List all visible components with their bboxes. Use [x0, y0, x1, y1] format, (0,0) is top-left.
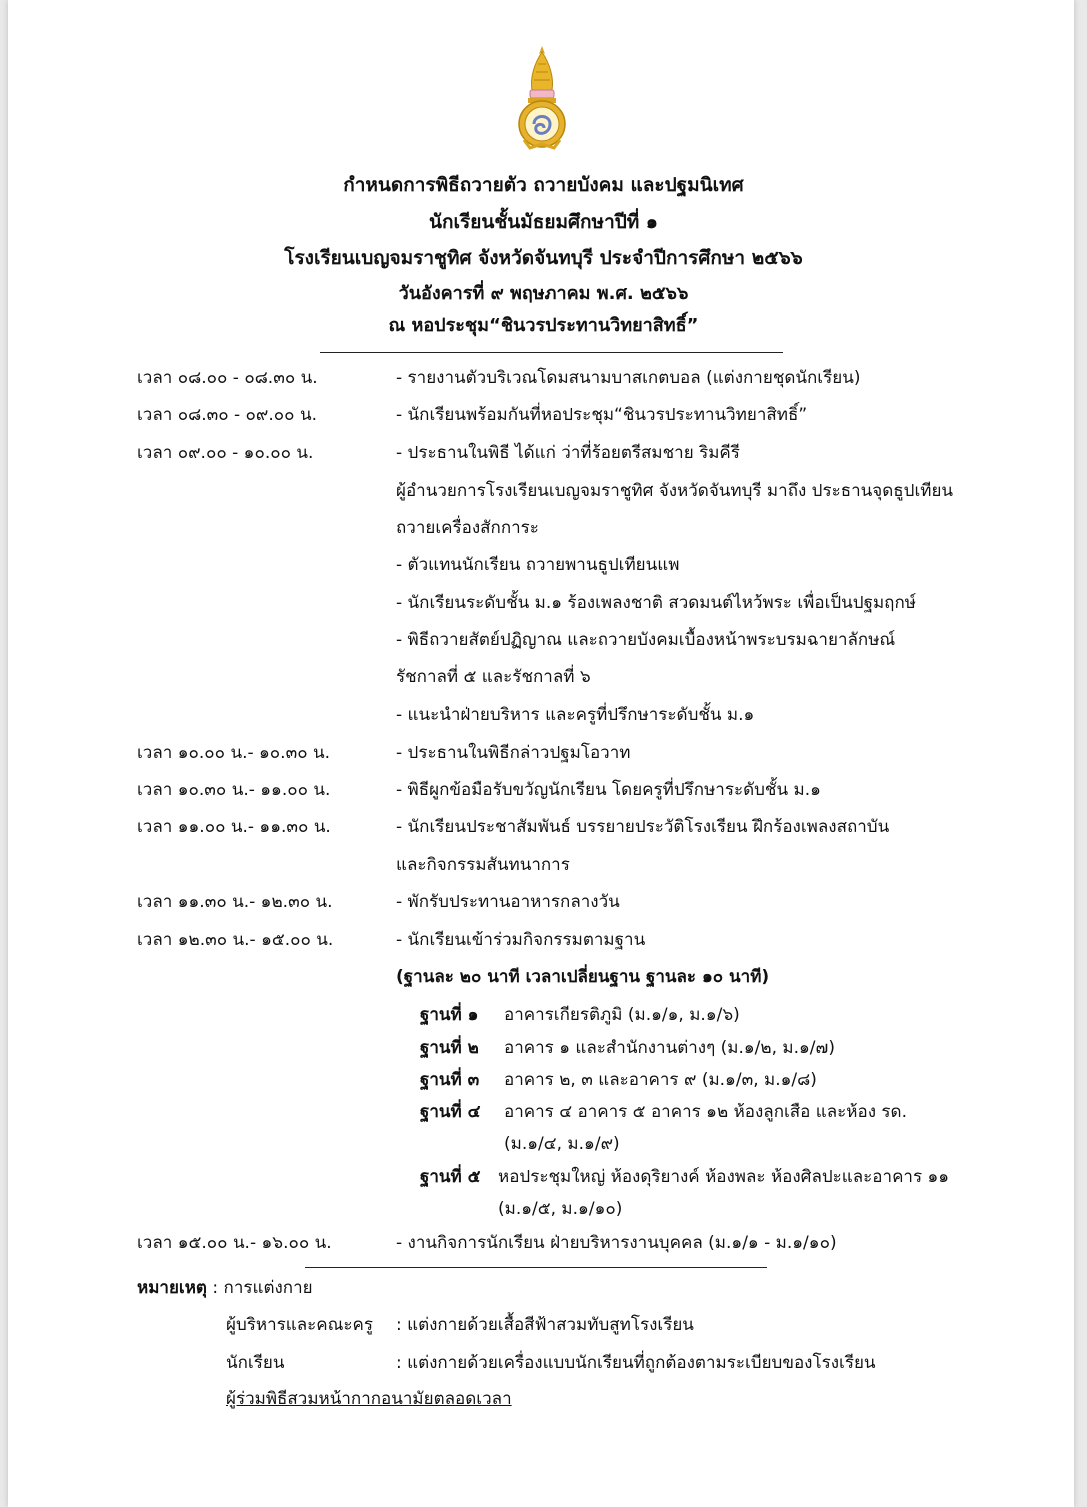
schedule-item: และกิจกรรมสันทนาการ — [396, 855, 570, 875]
note-heading — [137, 1276, 313, 1300]
schedule-item: ถวายเครื่องสักการะ — [396, 518, 539, 538]
schedule-item: - แนะนำฝ่ายบริหาร และครูที่ปรึกษาระดับชั้น ม.๑ — [396, 705, 755, 725]
schedule-item: - ประธานในพิธี ได้แก่ ว่าที่ร้อยตรีสมชาย ริมคีรี — [396, 443, 740, 463]
schedule-item: - รายงานตัวบริเวณโดมสนามบาสเกตบอล (แต่งกายชุดนักเรียน) — [396, 368, 861, 388]
station-label: ฐานที่ ๑ — [420, 1005, 479, 1025]
school-emblem — [512, 44, 572, 154]
schedule-item: รัชกาลที่ ๕ และรัชกาลที่ ๖ — [396, 667, 591, 687]
schedule-item: - นักเรียนเข้าร่วมกิจกรรมตามฐาน — [396, 930, 646, 950]
schedule-item: - ประธานในพิธีกล่าวปฐมโอวาท — [396, 743, 631, 763]
station-label: ฐานที่ ๕ — [420, 1167, 481, 1187]
dress-role-staff: ผู้บริหารและคณะครู — [226, 1315, 374, 1335]
header-divider — [320, 352, 783, 353]
schedule-item: - พิธีถวายสัตย์ปฏิญาณ และถวายบังคมเบื้องหน้าพระบรมฉายาลักษณ์ — [396, 630, 896, 650]
footer-divider — [305, 1267, 767, 1268]
schedule-item: - นักเรียนประชาสัมพันธ์ บรรยายประวัติโรงเรียน ฝึกร้องเพลงสถาบัน — [396, 817, 890, 837]
station-text: อาคาร ๒, ๓ และอาคาร ๙ (ม.๑/๓, ม.๑/๘) — [504, 1070, 817, 1090]
schedule-time: เวลา ๑๒.๓๐ น.- ๑๕.๐๐ น. — [137, 930, 334, 950]
station-text: (ม.๑/๔, ม.๑/๙) — [504, 1134, 620, 1154]
title-line-1: กำหนดการพิธีถวายตัว ถวายบังคม และปฐมนิเทศ — [343, 174, 744, 196]
schedule-time: เวลา ๑๑.๓๐ น.- ๑๒.๓๐ น. — [137, 892, 333, 912]
schedule-time: เวลา ๐๙.๐๐ - ๑๐.๐๐ น. — [137, 443, 314, 463]
dress-role-student: นักเรียน — [226, 1353, 285, 1373]
mask-note: ผู้ร่วมพิธีสวมหน้ากากอนามัยตลอดเวลา — [226, 1389, 512, 1409]
station-text: (ม.๑/๕, ม.๑/๑๐) — [498, 1199, 623, 1219]
schedule-time: เวลา ๑๕.๐๐ น.- ๑๖.๐๐ น. — [137, 1233, 332, 1253]
station-text: อาคารเกียรติภูมิ (ม.๑/๑, ม.๑/๖) — [504, 1005, 740, 1025]
venue-line: ณ หอประชุม“ชินวรประทานวิทยาสิทธิ์” — [388, 315, 699, 336]
stations-note: (ฐานละ ๒๐ นาที เวลาเปลี่ยนฐาน ฐานละ ๑๐ นาที) — [396, 967, 770, 987]
schedule-item: - พักรับประทานอาหารกลางวัน — [396, 892, 620, 912]
title-line-3: โรงเรียนเบญจมราชูทิศ จังหวัดจันทบุรี ประจำปีการศึกษา ๒๕๖๖ — [284, 247, 803, 269]
dress-text-student: : แต่งกายด้วยเครื่องแบบนักเรียนที่ถูกต้องตามระเบียบของโรงเรียน — [396, 1353, 876, 1373]
note-label-suffix: : การแต่งกาย — [206, 1278, 313, 1298]
schedule-item: - นักเรียนระดับชั้น ม.๑ ร้องเพลงชาติ สวดมนต์ไหว้พระ เพื่อเป็นปฐมฤกษ์ — [396, 593, 916, 613]
station-text: อาคาร ๑ และสำนักงานต่างๆ (ม.๑/๒, ม.๑/๗) — [504, 1038, 835, 1058]
note-label: หมายเหตุ — [137, 1278, 207, 1298]
schedule-time: เวลา ๐๘.๐๐ - ๐๘.๓๐ น. — [137, 368, 318, 388]
station-label: ฐานที่ ๔ — [420, 1102, 481, 1122]
schedule-time: เวลา ๑๐.๓๐ น.- ๑๑.๐๐ น. — [137, 780, 331, 800]
station-label: ฐานที่ ๓ — [420, 1070, 480, 1090]
schedule-item: ผู้อำนวยการโรงเรียนเบญจมราชูทิศ จังหวัดจันทบุรี มาถึง ประธานจุดธูปเทียน — [396, 481, 954, 501]
title-line-2: นักเรียนชั้นมัธยมศึกษาปีที่ ๑ — [429, 211, 658, 233]
dress-text-staff: : แต่งกายด้วยเสื้อสีฟ้าสวมทับสูทโรงเรียน — [396, 1315, 694, 1335]
date-line: วันอังคารที่ ๙ พฤษภาคม พ.ศ. ๒๕๖๖ — [398, 283, 689, 304]
station-text: อาคาร ๔ อาคาร ๕ อาคาร ๑๒ ห้องลูกเสือ และห้อง รด. — [504, 1102, 907, 1122]
schedule-time: เวลา ๑๑.๐๐ น.- ๑๑.๓๐ น. — [137, 817, 331, 837]
schedule-item: - พิธีผูกข้อมือรับขวัญนักเรียน โดยครูที่ปรึกษาระดับชั้น ม.๑ — [396, 780, 821, 800]
station-label: ฐานที่ ๒ — [420, 1038, 479, 1058]
schedule-item: - งานกิจการนักเรียน ฝ่ายบริหารงานบุคคล (ม.๑/๑ - ม.๑/๑๐) — [396, 1233, 837, 1253]
schedule-time: เวลา ๑๐.๐๐ น.- ๑๐.๓๐ น. — [137, 743, 331, 763]
schedule-time: เวลา ๐๘.๓๐ - ๐๙.๐๐ น. — [137, 405, 317, 425]
schedule-item: - ตัวแทนนักเรียน ถวายพานธูปเทียนแพ — [396, 555, 680, 575]
schedule-item: - นักเรียนพร้อมกันที่หอประชุม“ชินวรประทานวิทยาสิทธิ์” — [396, 405, 808, 425]
station-text: หอประชุมใหญ่ ห้องดุริยางค์ ห้องพละ ห้องศิลปะและอาคาร ๑๑ — [498, 1167, 950, 1187]
